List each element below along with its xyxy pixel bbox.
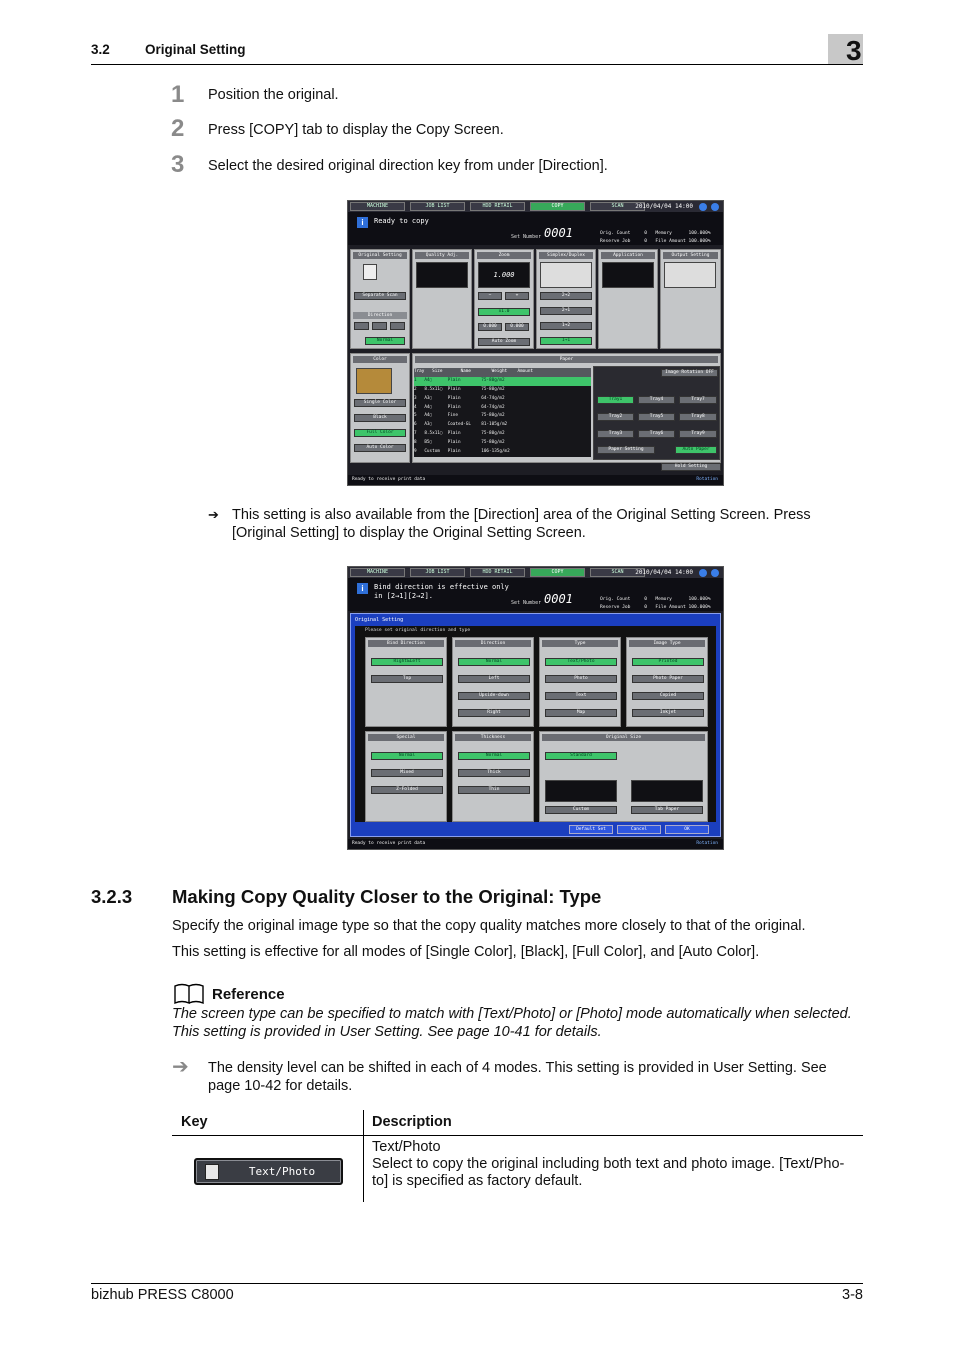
table-row[interactable]: 8 B5▢ Plain 75-80g/m2 bbox=[414, 439, 591, 448]
tab-copy[interactable]: COPY bbox=[530, 202, 585, 211]
zoom-preset-2[interactable]: 0.000 bbox=[505, 323, 529, 331]
count-info: Orig. Count 0 Memory 100.000% Reserve Job 0 File Amount 100.000% bbox=[600, 231, 711, 244]
tray1-button[interactable]: Tray1 bbox=[597, 396, 634, 404]
ok-button[interactable]: OK bbox=[665, 825, 709, 834]
original-setting-screen bbox=[347, 566, 724, 850]
table-divider bbox=[363, 1110, 364, 1202]
paper-table-header: Tray Size Name Weight Amount bbox=[414, 368, 591, 377]
tray2-button[interactable]: Tray2 bbox=[597, 413, 634, 421]
zoom-minus-button[interactable]: − bbox=[478, 292, 502, 300]
table-header-key: Key bbox=[181, 1114, 208, 1130]
zoom-plus-button[interactable]: + bbox=[505, 292, 529, 300]
special-z-folded-button[interactable]: Z-Folded bbox=[371, 786, 443, 794]
panel-color bbox=[350, 353, 410, 463]
application-preview bbox=[602, 262, 654, 288]
direction-right-button[interactable] bbox=[390, 322, 405, 330]
paragraph-1: Specify the original image type so that the copy quality matches more closely to that of the original. bbox=[172, 918, 806, 934]
panel-special bbox=[365, 731, 447, 822]
panel-zoom bbox=[474, 249, 534, 349]
tab-bar bbox=[348, 567, 723, 578]
status-text: Ready to receive print data bbox=[352, 477, 426, 482]
panel-title: Direction bbox=[455, 640, 531, 647]
panel-thickness bbox=[452, 731, 534, 822]
status-bar bbox=[348, 839, 723, 849]
auto-zoom-button[interactable]: Auto Zoom bbox=[478, 338, 530, 346]
datetime: 2010/04/04 14:00 bbox=[635, 569, 693, 576]
single-color-button[interactable]: Single Color bbox=[354, 399, 406, 407]
reference-label: Reference bbox=[212, 986, 285, 1003]
bind-top-button[interactable]: Top bbox=[371, 675, 443, 683]
black-button[interactable]: Black bbox=[354, 414, 406, 422]
step-text-2: Press [COPY] tab to display the Copy Screen. bbox=[208, 122, 504, 138]
panel-title: Image Type bbox=[629, 640, 705, 647]
auto-color-button[interactable]: Auto Color bbox=[354, 444, 406, 452]
tab-paper-preview bbox=[631, 780, 703, 802]
size-standard-button[interactable]: Standard bbox=[545, 752, 617, 760]
original-setting-dialog bbox=[350, 613, 721, 837]
size-custom-button[interactable]: Custom bbox=[545, 806, 617, 814]
size-tab-paper-button[interactable]: Tab Paper bbox=[631, 806, 703, 814]
note-text: This setting is also available from the [Direction] area of the Original Setting Screen. Press [Original Setting] to display the Original Setting Screen. bbox=[232, 507, 811, 541]
zoom-preset-1[interactable]: 0.000 bbox=[478, 323, 502, 331]
table-row[interactable]: 1 A4▢ Plain 75-80g/m2 bbox=[414, 377, 591, 386]
tab-hdd[interactable]: HDD RETAIL bbox=[470, 568, 525, 577]
tray3-button[interactable]: Tray3 bbox=[597, 430, 634, 438]
subsection-number: 3.2.3 bbox=[91, 886, 133, 907]
panel-title[interactable]: Application bbox=[601, 252, 655, 259]
paragraph-2: This setting is effective for all modes of [Single Color], [Black], [Full Color], and [Auto Color]. bbox=[172, 944, 760, 960]
panel-title: Bind Direction bbox=[368, 640, 444, 647]
duplex-2-1-button[interactable]: 2→1 bbox=[540, 307, 592, 315]
message-bar bbox=[348, 578, 723, 611]
color-label: Color bbox=[353, 356, 407, 363]
panel-original-setting bbox=[350, 249, 410, 349]
description-title: Text/Photo bbox=[372, 1139, 441, 1155]
zoom-x1-button[interactable]: x1.0 bbox=[478, 308, 530, 316]
set-number-label: Set Number bbox=[511, 234, 542, 240]
panel-title[interactable]: Output Setting bbox=[663, 252, 718, 259]
step-number-3: 3 bbox=[171, 151, 185, 178]
type-text-photo-button[interactable]: Text/Photo bbox=[545, 658, 617, 666]
table-description bbox=[372, 1139, 856, 1190]
arrow-icon: ➔ bbox=[172, 1056, 189, 1078]
set-number-value: 0001 bbox=[544, 226, 573, 240]
step-number-2: 2 bbox=[171, 115, 185, 142]
description-text: Select to copy the original including both text and photo image. [Text/Pho-to] is specified as factory default. bbox=[372, 1156, 845, 1189]
duplex-1-1-button[interactable]: 1→1 bbox=[540, 337, 592, 345]
panel-type bbox=[539, 637, 621, 727]
rotation-button[interactable]: Rotation bbox=[696, 841, 718, 846]
direction-upside-down-button[interactable]: Upside-down bbox=[458, 692, 530, 700]
footer-product: bizhub PRESS C8000 bbox=[91, 1287, 234, 1303]
panel-application bbox=[598, 249, 658, 349]
section-number: 3.2 bbox=[91, 42, 110, 57]
paper-label: Paper bbox=[415, 356, 718, 363]
table-rule bbox=[172, 1135, 863, 1136]
table-row[interactable]: 3 A3▢ Plain 64-74g/m2 bbox=[414, 395, 591, 404]
text-photo-key-button bbox=[194, 1158, 343, 1185]
info-icon: i bbox=[357, 583, 368, 594]
direction-up-button[interactable] bbox=[372, 322, 387, 330]
original-icon bbox=[363, 264, 377, 280]
panel-image-type bbox=[626, 637, 708, 727]
auto-paper-button[interactable]: Auto Paper bbox=[675, 446, 717, 454]
color-preview bbox=[356, 368, 392, 394]
settings-icon[interactable] bbox=[711, 569, 719, 577]
key-label: Text/Photo bbox=[248, 1165, 316, 1178]
info-icon: i bbox=[357, 217, 368, 228]
step-text-1: Position the original. bbox=[208, 87, 339, 103]
rotation-button[interactable]: Rotation bbox=[696, 477, 718, 482]
tray7-button[interactable]: Tray7 bbox=[679, 396, 717, 404]
table-row[interactable]: 9 Custom Plain 106-135g/m2 bbox=[414, 448, 591, 457]
separate-scan-button[interactable]: Separate Scan bbox=[354, 292, 406, 300]
table-row[interactable]: 7 8.5x11▢ Plain 75-80g/m2 bbox=[414, 430, 591, 439]
custom-size-preview bbox=[545, 780, 617, 802]
special-normal-button[interactable]: Normal bbox=[371, 752, 443, 760]
thickness-thin-button[interactable]: Thin bbox=[458, 786, 530, 794]
full-color-button[interactable]: Full Color bbox=[354, 429, 406, 437]
tab-job-list[interactable]: JOB LIST bbox=[410, 202, 465, 211]
tab-scan[interactable]: SCAN bbox=[590, 568, 645, 577]
panel-title[interactable]: Quality Adj. bbox=[415, 252, 469, 259]
step-text-3: Select the desired original direction key from under [Direction]. bbox=[208, 158, 608, 174]
thickness-normal-button[interactable]: Normal bbox=[458, 752, 530, 760]
arrow-note-text: The density level can be shifted in each of 4 modes. This setting is provided in User Setting. See page 10-42 for details. bbox=[208, 1060, 827, 1094]
set-number-value: 0001 bbox=[544, 592, 573, 606]
cancel-button[interactable]: Cancel bbox=[617, 825, 661, 834]
help-icon[interactable] bbox=[699, 569, 707, 577]
set-number-label: Set Number bbox=[511, 600, 542, 606]
direction-label: Direction bbox=[353, 312, 407, 319]
header-rule bbox=[91, 64, 863, 65]
direction-normal-button[interactable]: Normal bbox=[365, 337, 405, 345]
panel-original-size bbox=[539, 731, 708, 822]
section-title: Original Setting bbox=[145, 42, 246, 57]
arrow-icon: ➔ bbox=[208, 507, 219, 522]
paper-table bbox=[414, 368, 591, 457]
tray9-button[interactable]: Tray9 bbox=[679, 430, 717, 438]
output-preview bbox=[664, 262, 716, 288]
table-row[interactable]: 4 A4▢ Plain 64-74g/m2 bbox=[414, 404, 591, 413]
panel-title: Thickness bbox=[455, 734, 531, 741]
table-row[interactable]: 2 8.5x11▢ Plain 75-80g/m2 bbox=[414, 386, 591, 395]
quality-preview bbox=[416, 262, 468, 288]
image-inkjet-button[interactable]: Inkjet bbox=[632, 709, 704, 717]
subsection-title: Making Copy Quality Closer to the Original: Type bbox=[172, 886, 602, 907]
duplex-preview bbox=[540, 262, 592, 288]
tab-machine[interactable]: MACHINE bbox=[350, 202, 405, 211]
bind-right-left-button[interactable]: Right&Left bbox=[371, 658, 443, 666]
dialog-prompt: Please set original direction and type bbox=[365, 628, 471, 633]
count-info: Orig. Count 0 Memory 100.000% Reserve Job 0 File Amount 100.000% bbox=[600, 597, 711, 610]
status-bar bbox=[348, 475, 723, 485]
tab-scan[interactable]: SCAN bbox=[590, 202, 645, 211]
help-icon[interactable] bbox=[699, 203, 707, 211]
settings-icon[interactable] bbox=[711, 203, 719, 211]
panel-quality-adj bbox=[412, 249, 472, 349]
tray5-button[interactable]: Tray5 bbox=[638, 413, 675, 421]
direction-right-button[interactable]: Right bbox=[458, 709, 530, 717]
tab-hdd[interactable]: HDD RETAIL bbox=[470, 202, 525, 211]
panel-title: Original Size bbox=[542, 734, 705, 741]
copy-screen bbox=[347, 200, 724, 486]
tab-bar bbox=[348, 201, 723, 212]
chapter-number: 3 bbox=[846, 35, 862, 66]
message-text: Bind direction is effective only in [2→1][2→2]. bbox=[374, 583, 509, 600]
panel-title: Special bbox=[368, 734, 444, 741]
image-copied-button[interactable]: Copied bbox=[632, 692, 704, 700]
type-map-button[interactable]: Map bbox=[545, 709, 617, 717]
step-number-1: 1 bbox=[171, 81, 185, 108]
image-printed-button[interactable]: Printed bbox=[632, 658, 704, 666]
reference-text: The screen type can be specified to match with [Text/Photo] or [Photo] mode automatically when selected. This setting is provided in User Setting. See page 10-41 for details. bbox=[172, 1006, 852, 1040]
panel-output-setting bbox=[660, 249, 721, 349]
table-row[interactable]: 5 A4▢ Fine 75-80g/m2 bbox=[414, 412, 591, 421]
paper-setting-button[interactable]: Paper Setting bbox=[597, 446, 655, 454]
hold-setting-button[interactable]: Hold Setting bbox=[661, 463, 721, 471]
status-text: Ready to receive print data bbox=[352, 841, 426, 846]
tray8-button[interactable]: Tray8 bbox=[679, 413, 717, 421]
special-mixed-button[interactable]: Mixed bbox=[371, 769, 443, 777]
message-bar bbox=[348, 212, 723, 245]
text-photo-icon bbox=[205, 1164, 219, 1180]
book-icon bbox=[173, 982, 206, 1004]
panel-direction bbox=[452, 637, 534, 727]
tab-copy[interactable]: COPY bbox=[530, 568, 585, 577]
tray6-button[interactable]: Tray6 bbox=[638, 430, 675, 438]
direction-left-button[interactable] bbox=[354, 322, 369, 330]
message-text: Ready to copy bbox=[374, 217, 429, 225]
zoom-value: 1.000 bbox=[478, 262, 530, 288]
type-text-button[interactable]: Text bbox=[545, 692, 617, 700]
tray4-button[interactable]: Tray4 bbox=[638, 396, 675, 404]
panel-bind-direction bbox=[365, 637, 447, 727]
default-set-button[interactable]: Default Set bbox=[569, 825, 613, 834]
tab-job-list[interactable]: JOB LIST bbox=[410, 568, 465, 577]
panel-title[interactable]: Original Setting bbox=[353, 252, 407, 259]
panel-title: Type bbox=[542, 640, 618, 647]
duplex-2-2-button[interactable]: 2→2 bbox=[540, 292, 592, 300]
dialog-title: Original Setting bbox=[355, 617, 404, 623]
image-rotation-button[interactable]: Image Rotation OFF bbox=[661, 369, 718, 377]
panel-title[interactable]: Zoom bbox=[477, 252, 531, 259]
table-row[interactable]: 6 A3▢ Coated-GL 81-105g/m2 bbox=[414, 421, 591, 430]
panel-duplex bbox=[536, 249, 596, 349]
panel-title[interactable]: Simplex/Duplex bbox=[539, 252, 593, 259]
table-header-description: Description bbox=[372, 1114, 452, 1130]
duplex-1-2-button[interactable]: 1→2 bbox=[540, 322, 592, 330]
footer-page-number: 3-8 bbox=[842, 1287, 863, 1303]
datetime: 2010/04/04 14:00 bbox=[635, 203, 693, 210]
footer-rule bbox=[91, 1283, 863, 1284]
image-photo-paper-button[interactable]: Photo Paper bbox=[632, 675, 704, 683]
tab-machine[interactable]: MACHINE bbox=[350, 568, 405, 577]
type-photo-button[interactable]: Photo bbox=[545, 675, 617, 683]
direction-normal-button[interactable]: Normal bbox=[458, 658, 530, 666]
direction-left-button[interactable]: Left bbox=[458, 675, 530, 683]
thickness-thick-button[interactable]: Thick bbox=[458, 769, 530, 777]
